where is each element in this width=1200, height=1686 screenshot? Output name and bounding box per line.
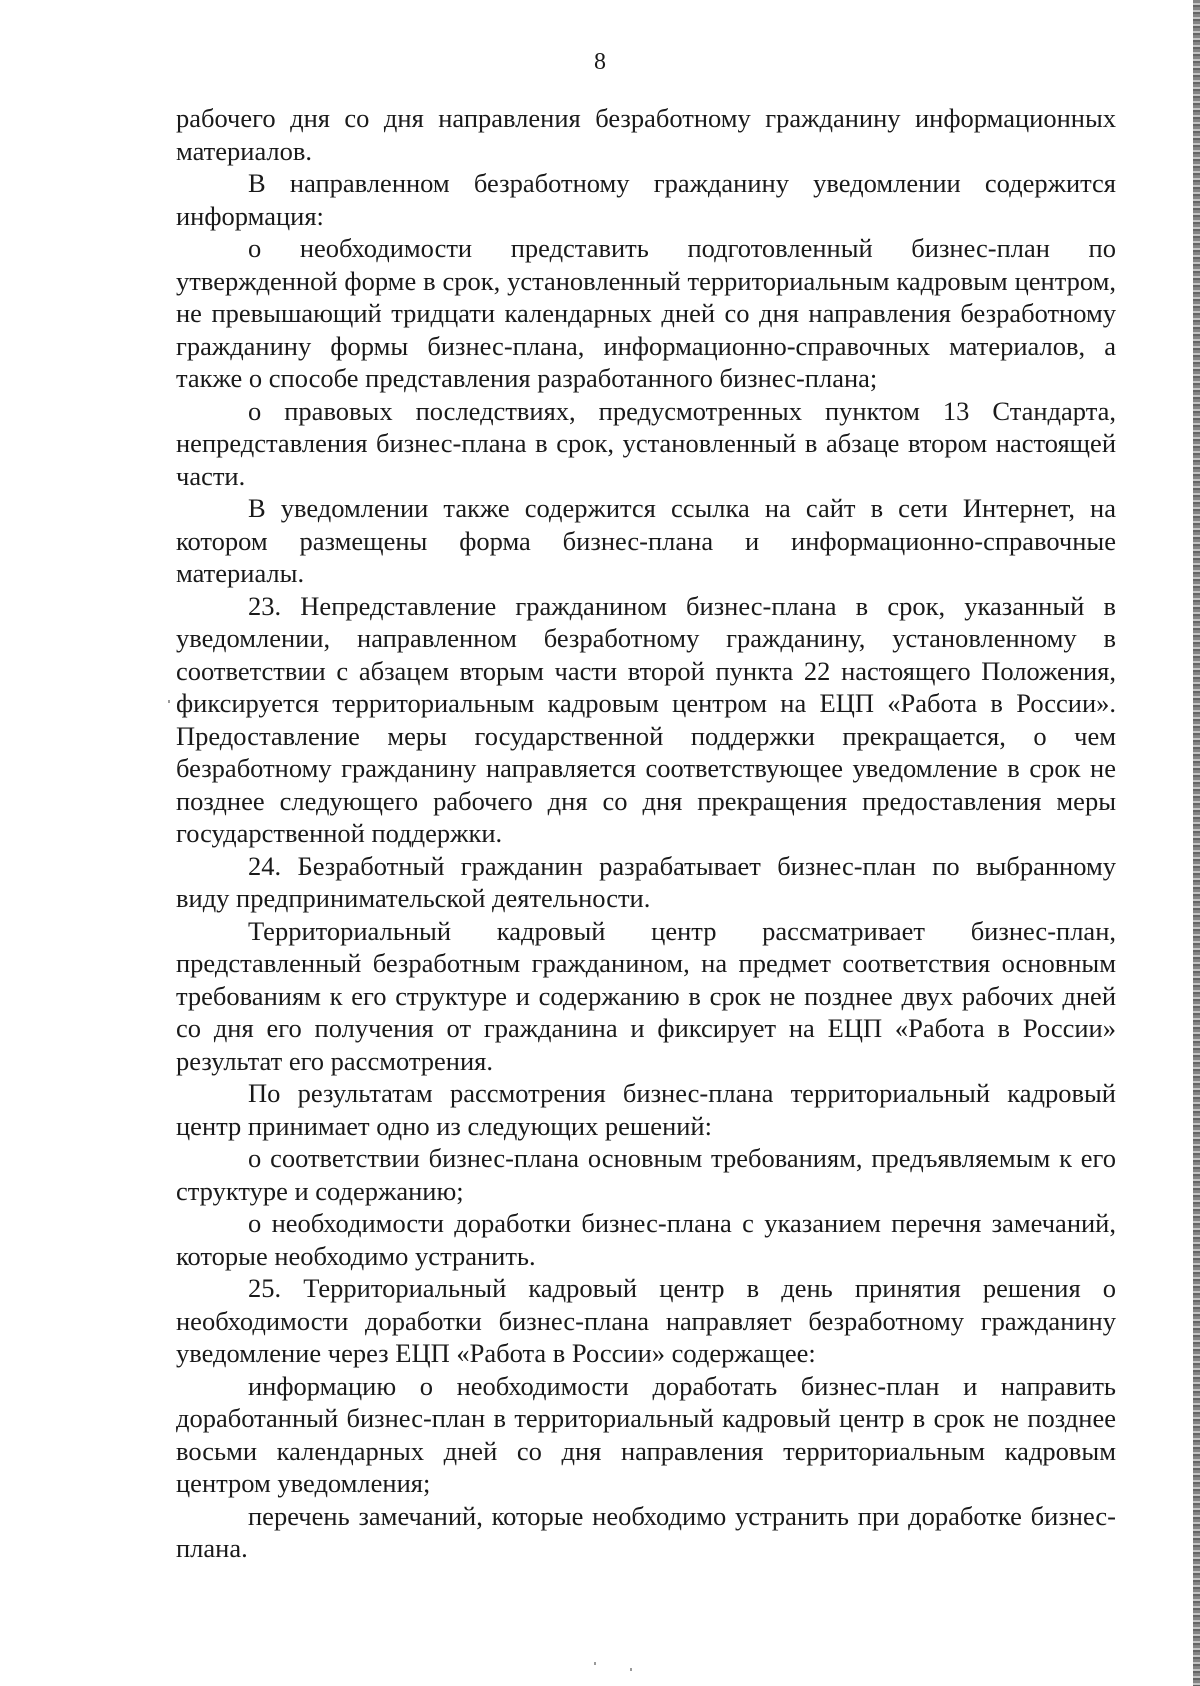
paragraph-decision-compliance: о соответствии бизнес-плана основным требованиям, предъявляемым к его структуре и содержанию; [176,1143,1116,1206]
paragraph-revision-info: информацию о необходимости доработать бизнес-план и направить доработанный бизнес-план в территориальный кадровый центр в срок не позднее восьми календарных дней со дня направления территориальным кадровым центром уведомления; [176,1370,1116,1498]
paragraph-continuation: рабочего дня со дня направления безработному гражданину информационных материалов. [176,103,1116,166]
paragraph-clause-25: 25. Территориальный кадровый центр в день принятия решения о необходимости доработки бизнес-плана направляет безработному гражданину уведомление через ЕЦП «Работа в России» содержащее: [176,1273,1116,1368]
scan-artifact-dot [630,1668,632,1671]
scan-artifact-dot [168,700,170,703]
paragraph-clause-24: 24. Безработный гражданин разрабатывает бизнес-план по выбранному виду предпринимательской деятельности. [176,850,1116,913]
paragraph-decision-revision: о необходимости доработки бизнес-плана с указанием перечня замечаний, которые необходимо устранить. [176,1208,1116,1271]
paragraph-decision-options: По результатам рассмотрения бизнес-плана территориальный кадровый центр принимает одно из следующих решений: [176,1078,1116,1141]
document-body [176,102,1116,1565]
paragraph-business-plan-deadline: о необходимости представить подготовленный бизнес-план по утвержденной форме в срок, установленный территориальным кадровым центром, не превышающий тридцати календарных дней со дня направления безработному гражданину формы бизнес-плана, информационно-справочных материалов, а также о способе представления разработанного бизнес-плана; [176,233,1116,393]
paragraph-review-process: Территориальный кадровый центр рассматривает бизнес-план, представленный безработным гражданином, на предмет соответствия основным требованиям к его структуре и содержанию в срок не позднее двух рабочих дней со дня его получения от гражданина и фиксирует на ЕЦП «Работа в России» результат его рассмотрения. [176,915,1116,1076]
scan-artifact-dot [594,1662,596,1665]
scan-edge-border [1193,0,1200,1686]
page-number: 8 [594,49,606,75]
paragraph-remarks-list: перечень замечаний, которые необходимо устранить при доработке бизнес-плана. [176,1500,1116,1563]
paragraph-website-link: В уведомлении также содержится ссылка на сайт в сети Интернет, на котором размещены форма бизнес-плана и информационно-справочные материалы. [176,493,1116,588]
paragraph-clause-23: 23. Непредставление гражданином бизнес-плана в срок, указанный в уведомлении, направленном безработному гражданину, установленному в соответствии с абзацем вторым части второй пункта 22 настоящего Положения, фиксируется территориальным кадровым центром на ЕЦП «Работа в России». Предоставление меры государственной поддержки прекращается, о чем безработному гражданину направляется соответствующее уведомление в срок не позднее следующего рабочего дня со дня прекращения предоставления меры государственной поддержки. [176,590,1116,848]
paragraph-legal-consequences: о правовых последствиях, предусмотренных пунктом 13 Стандарта, непредставления бизнес-плана в срок, установленный в абзаце втором настоящей части. [176,395,1116,491]
paragraph-notification-intro: В направленном безработному гражданину уведомлении содержится информация: [176,168,1116,231]
